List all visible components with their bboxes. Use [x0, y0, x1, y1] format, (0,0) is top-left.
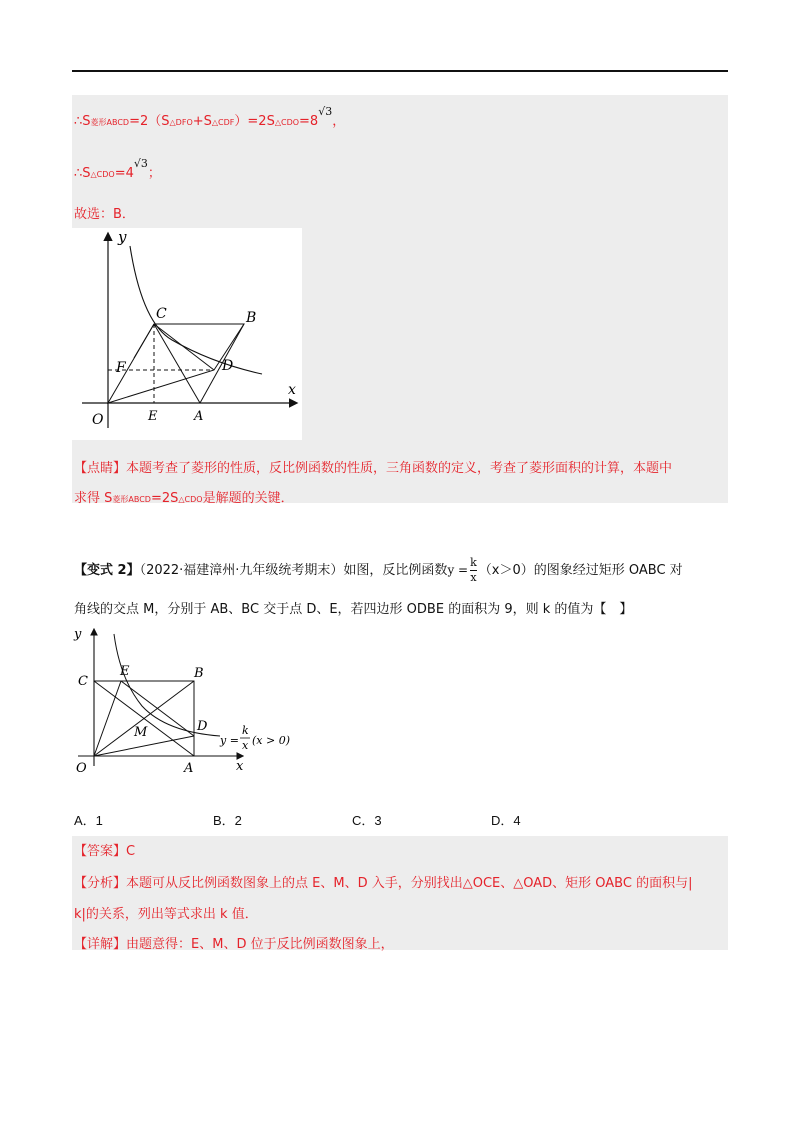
- rhombus-diagram: [72, 228, 302, 440]
- analysis-line-1: 【分析】本题可从反比例函数图象上的点 E、M、D 入手，分别找出△OCE、△OAD、矩形 OABC 的面积与|: [74, 876, 693, 891]
- option-a: A．1: [74, 813, 103, 828]
- analysis-line-2: k|的关系，列出等式求出 k 值．: [74, 907, 258, 922]
- label-o: O: [92, 412, 104, 428]
- segment-cd: [154, 324, 214, 370]
- label-x: x: [236, 759, 244, 774]
- label-y: y: [118, 228, 127, 246]
- function-label-denominator: x: [242, 739, 249, 752]
- header-rule: [72, 70, 728, 72]
- solution-line-2: ∴S△CDO=4√3；: [74, 157, 161, 181]
- side-ca: [154, 324, 200, 403]
- label-a: A: [194, 409, 204, 424]
- label-e: E: [148, 409, 158, 424]
- label-a: A: [184, 761, 194, 774]
- sqrt-three: √3: [133, 157, 148, 170]
- question-line-2: 角线的交点 M，分别于 AB、BC 交于点 D、E，若四边形 ODBE 的面积为 9，则 k 的值为【 】: [74, 602, 633, 617]
- label-c: C: [78, 674, 88, 689]
- option-d: D．4: [491, 813, 521, 828]
- label-b: B: [246, 310, 257, 326]
- comment-line-1: 【点睛】本题考查了菱形的性质，反比例函数的性质，三角函数的定义，考查了菱形面积的计算，本题中: [74, 461, 673, 476]
- hyperbola-curve: [130, 246, 262, 374]
- comment-line-2: 求得 S菱形ABCD=2S△CDO是解题的关键．: [74, 491, 294, 506]
- label-d: D: [222, 358, 234, 374]
- label-e: E: [120, 664, 130, 679]
- function-label-numerator: k: [242, 724, 249, 737]
- rectangle-figure: [70, 624, 300, 774]
- option-c: C．3: [352, 813, 382, 828]
- solution-line-1: ∴S菱形ABCD=2（S△DFO+S△CDF）=2S△CDO=8√3，: [74, 105, 346, 129]
- detail-line: 【详解】由题意得：E、M、D 位于反比例函数图象上，: [74, 937, 394, 952]
- rectangle-diagram: [70, 624, 300, 774]
- rhombus-figure: [72, 228, 302, 440]
- segment-fc: [134, 324, 154, 358]
- answer-line: 【答案】C: [74, 844, 136, 859]
- function-label-y: y =: [220, 734, 239, 747]
- label-b: B: [194, 666, 204, 681]
- label-c: C: [156, 306, 167, 322]
- function-label-condition: (x > 0): [252, 734, 290, 747]
- label-y: y: [74, 627, 82, 642]
- choice-line: 故选：B．: [74, 207, 135, 222]
- sqrt-three: √3: [318, 105, 333, 118]
- label-o: O: [76, 761, 87, 774]
- fraction-k-over-x: $\frac{k}{x}$: [470, 556, 477, 584]
- label-m: M: [134, 725, 148, 740]
- label-x: x: [288, 382, 296, 398]
- segment-oe: [94, 681, 121, 756]
- label-f: F: [116, 360, 126, 376]
- label-d: D: [197, 719, 208, 734]
- question-line-1: 【变式 2】（2022·福建漳州·九年级统考期末）如图，反比例函数y = $\frac{k}{x}$ （x＞0）的图象经过矩形 OABC 对: [74, 556, 683, 584]
- option-b: B．2: [213, 813, 242, 828]
